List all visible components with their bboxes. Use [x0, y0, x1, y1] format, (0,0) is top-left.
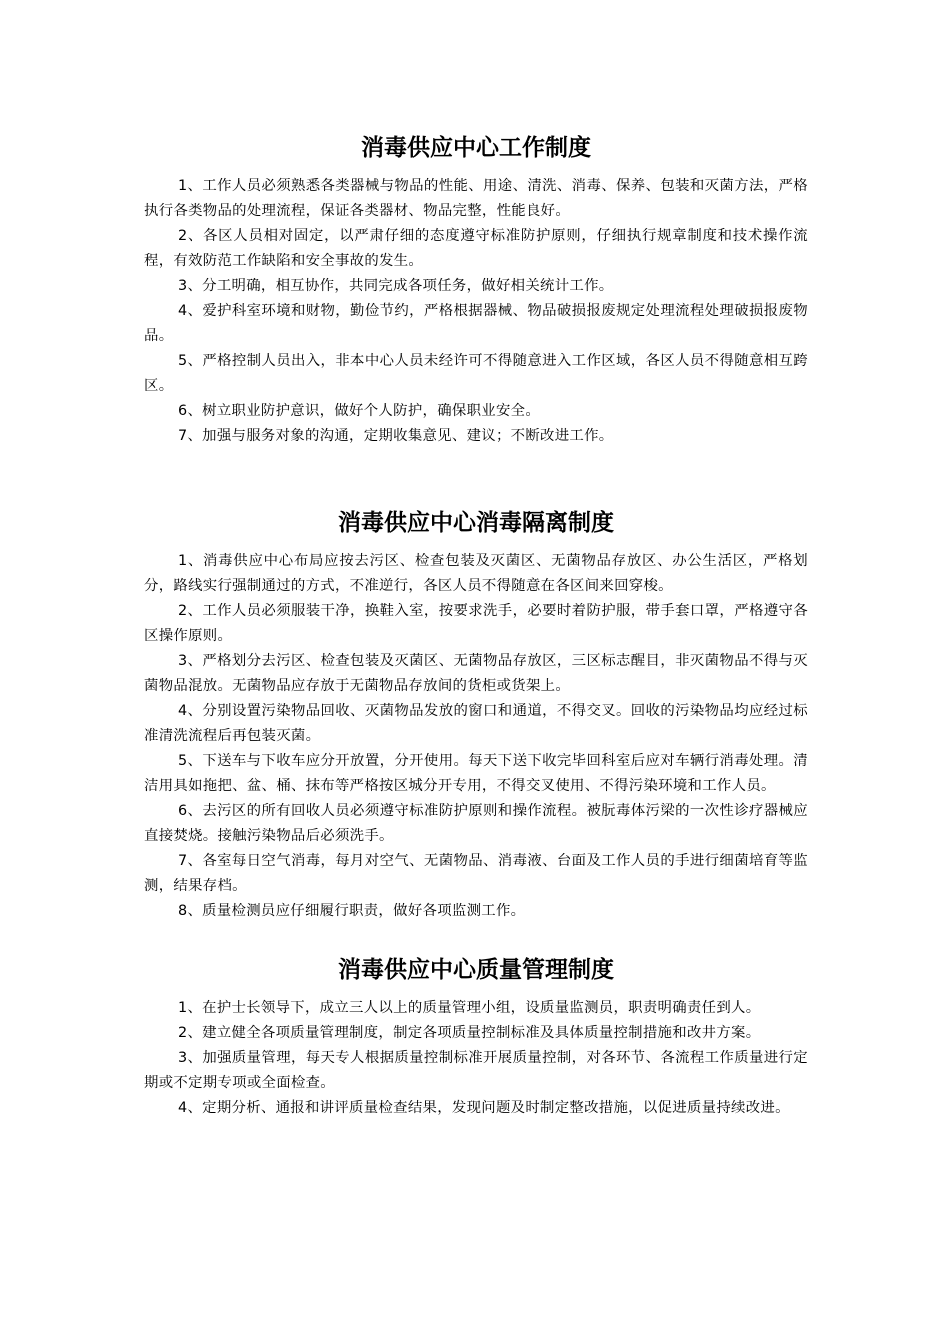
rule-item: 7、加强与服务对象的沟通，定期收集意见、建议；不断改进工作。	[178, 428, 614, 444]
rule-item: 7、各室每日空气消毒，每月对空气、无菌物品、消毒液、台面及工作人员的手进行细菌培育等监测，结果存档。	[144, 853, 808, 894]
section-disinfection-isolation-rules	[144, 508, 808, 924]
rule-item: 8、质量检测员应仔细履行职责，做好各项监测工作。	[178, 903, 526, 919]
rule-item: 3、严格划分去污区、检查包装及灭菌区、无菌物品存放区，三区标志醒目，非灭菌物品不得与灭菌物品混放。无菌物品应存放于无菌物品存放间的货柜或货架上。	[144, 653, 808, 694]
rule-item: 4、分别设置污染物品回收、灭菌物品发放的窗口和通道，不得交叉。回收的污染物品均应经过标准清洗流程后再包装灭菌。	[144, 703, 808, 744]
section-quality-management-rules	[144, 955, 808, 1121]
rule-item: 2、工作人员必须服装干净，换鞋入室，按要求洗手，必要时着防护服，带手套口罩，严格遵守各区操作原则。	[144, 603, 808, 644]
rule-item: 3、加强质量管理，每天专人根据质量控制标准开展质量控制，对各环节、各流程工作质量进行定期或不定期专项或全面检查。	[144, 1050, 808, 1091]
rule-item: 2、建立健全各项质量管理制度，制定各项质量控制标准及具体质量控制措施和改井方案。	[178, 1025, 761, 1041]
rule-item: 1、在护士长领导下，成立三人以上的质量管理小组，设质量监测员，职责明确责任到人。	[178, 1000, 761, 1016]
section-work-rules	[144, 133, 808, 449]
rule-item: 5、严格控制人员出入，非本中心人员未经许可不得随意进入工作区域，各区人员不得随意相互跨区。	[144, 353, 808, 394]
rule-item: 1、工作人员必须熟悉各类器械与物品的性能、用途、清洗、消毒、保养、包装和灭菌方法，严格执行各类物品的处理流程，保证各类器材、物品完整，性能良好。	[144, 178, 808, 219]
rule-item: 4、爱护科室环境和财物，勤俭节约，严格根据器械、物品破损报废规定处理流程处理破损报废物品。	[144, 303, 808, 344]
rule-item: 6、去污区的所有回收人员必须遵守标准防护原则和操作流程。被朊毒体污梁的一次性诊疗器械应直接焚烧。接触污染物品后必须洗手。	[144, 803, 808, 844]
rule-item: 2、各区人员相对固定，以严肃仔细的态度遵守标准防护原则，仔细执行规章制度和技术操作流程，有效防范工作缺陷和安全事故的发生。	[144, 228, 808, 269]
section-title: 消毒供应中心消毒隔离制度	[338, 510, 614, 536]
rule-item: 5、下送车与下收车应分开放置，分开使用。每天下送下收完毕回科室后应对车辆行消毒处理。清洁用具如拖把、盆、桶、抹布等严格按区城分开专用，不得交叉使用、不得污染环境和工作人员。	[144, 753, 808, 794]
rule-list	[144, 174, 808, 449]
rule-item: 6、树立职业防护意识，做好个人防护，确保职业安全。	[178, 403, 541, 419]
rule-list	[144, 549, 808, 924]
rule-item: 1、消毒供应中心布局应按去污区、检查包装及灭菌区、无菌物品存放区、办公生活区，严格划分，路线实行强制通过的方式，不准逆行，各区人员不得随意在各区间来回穿梭。	[144, 553, 808, 594]
rule-item: 4、定期分析、通报和讲评质量检查结果，发现问题及时制定整改措施，以促进质量持续改进。	[178, 1100, 790, 1116]
section-title: 消毒供应中心工作制度	[361, 135, 591, 161]
section-title: 消毒供应中心质量管理制度	[338, 957, 614, 983]
rule-list	[144, 996, 808, 1121]
rule-item: 3、分工明确，相互协作，共同完成各项任务，做好相关统计工作。	[178, 278, 614, 294]
